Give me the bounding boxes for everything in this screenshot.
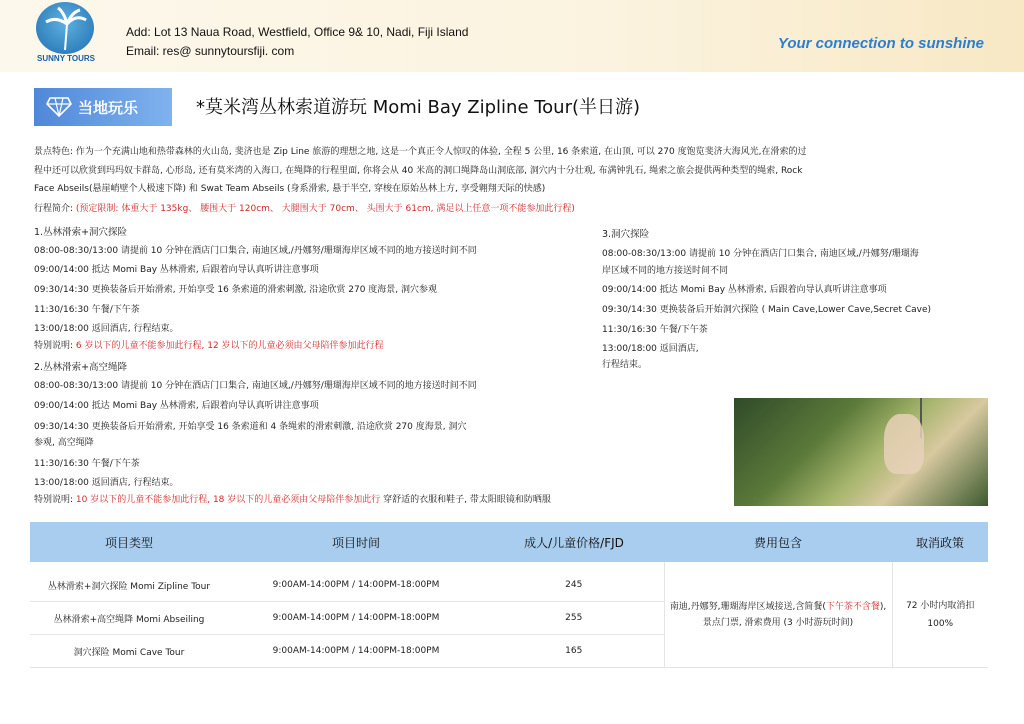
col-header: 项目类型 xyxy=(30,522,228,562)
table-row xyxy=(30,562,988,602)
schedule-line: 11:30/16:30 午餐/下午茶 xyxy=(34,459,140,469)
table-header-row xyxy=(30,522,988,562)
schedule-line: 09:00/14:00 抵达 Momi Bay 丛林滑索, 后跟着向导认真听讲注意事项 xyxy=(34,401,319,411)
schedule-line: 09:00/14:00 抵达 Momi Bay 丛林滑索, 后跟着向导认真听讲注意事项 xyxy=(34,265,319,275)
includes-text-2: ), 景点门票, 滑索费用 (3 小时游玩时间) xyxy=(702,601,887,628)
col-header: 项目时间 xyxy=(228,522,484,562)
company-address: Add: Lot 13 Naua Road, Westfield, Office 9& 10, Nadi, Fiji Island xyxy=(126,25,469,39)
schedule-line: 参观, 高空绳降 xyxy=(34,438,94,448)
note-text: 10 岁以下的儿童不能参加此行程, 18 岁以下的儿童必须由父母陪伴参加此行 xyxy=(75,495,381,505)
schedule-line: 岸区域不同的地方接送时间不同 xyxy=(602,266,729,276)
itinerary-label: 行程简介: xyxy=(34,204,74,214)
tour-type: 丛林滑索+洞穴探险 Momi Zipline Tour xyxy=(30,562,228,602)
diamond-icon xyxy=(46,97,72,117)
page-header xyxy=(0,0,1024,72)
zipline-photo xyxy=(734,398,988,506)
schedule-line: 13:00/18:00 返回酒店, 行程结束。 xyxy=(34,324,179,334)
tour-price: 245 xyxy=(484,562,664,602)
tour-time: 9:00AM-14:00PM / 14:00PM-18:00PM xyxy=(228,562,484,602)
company-slogan: Your connection to sunshine xyxy=(777,35,984,52)
schedule-line: 09:00/14:00 抵达 Momi Bay 丛林滑索, 后跟着向导认真听讲注意事项 xyxy=(602,285,887,295)
note-tail: 穿舒适的衣服和鞋子, 带太阳眼镜和防晒服 xyxy=(383,495,551,505)
intro-line: 景点特色: 作为一个充满山地和热带森林的火山岛, 斐济也是 Zip Line 旅游的理想之地, 这是一个真正令人惊叹的体验, 全程 5 公里, 16 条索道, 在山顶, 可以 270 度饱览斐济大海风光,在滑索的过 xyxy=(34,147,807,157)
tour-price: 255 xyxy=(484,602,664,635)
intro-line: 程中还可以欣赏到玛玛奴卡群岛, 心形岛, 还有莫米湾的入海口, 在绳降的行程里面, 你将会从 40 米高的洞口绳降岛山洞底部, 洞穴内十分壮观, 布满钟乳石, 绳索之旅会提供两种类型的绳索, Rock xyxy=(34,166,803,176)
company-logo xyxy=(34,2,98,66)
section-title: 3.洞穴探险 xyxy=(602,229,650,240)
tour-time: 9:00AM-14:00PM / 14:00PM-18:00PM xyxy=(228,602,484,635)
palm-tree-icon xyxy=(36,2,94,54)
col-header: 取消政策 xyxy=(892,522,988,562)
schedule-line: 行程结束。 xyxy=(602,360,648,370)
price-table xyxy=(30,522,988,668)
tour-type: 洞穴探险 Momi Cave Tour xyxy=(30,635,228,668)
note-label: 特别说明: xyxy=(34,341,74,351)
schedule-line: 09:30/14:30 更换装备后开始洞穴探险 ( Main Cave,Lower Cave,Secret Cave) xyxy=(602,305,932,315)
schedule-line: 13:00/18:00 返回酒店, 行程结束。 xyxy=(34,478,179,488)
schedule-line: 08:00-08:30/13:00 请提前 10 分钟在酒店门口集合, 南迪区域,/丹娜努/珊瑚海岸区域不同的地方接送时间不同 xyxy=(34,381,477,391)
special-note xyxy=(34,491,551,509)
col-header: 成人/儿童价格/FJD xyxy=(484,522,664,562)
schedule-line: 11:30/16:30 午餐/下午茶 xyxy=(34,305,140,315)
itinerary-summary xyxy=(34,200,575,218)
includes-text: 南迪,丹娜努,珊瑚海岸区域接送,含简餐( xyxy=(669,601,826,612)
section-badge xyxy=(34,88,172,126)
zipline-rider xyxy=(884,414,924,474)
logo-text: SUNNY TOURS xyxy=(37,54,95,63)
fee-includes xyxy=(664,562,892,668)
page-title: *莫米湾丛林索道游玩 Momi Bay Zipline Tour(半日游) xyxy=(196,97,641,118)
note-label: 特别说明: xyxy=(34,495,74,505)
tour-time: 9:00AM-14:00PM / 14:00PM-18:00PM xyxy=(228,635,484,668)
section-title: 2.丛林滑索+高空绳降 xyxy=(34,362,128,373)
schedule-line: 08:00-08:30/13:00 请提前 10 分钟在酒店门口集合, 南迪区域,/丹娜努/珊瑚海 xyxy=(602,249,919,259)
col-header: 费用包含 xyxy=(664,522,892,562)
schedule-line: 11:30/16:30 午餐/下午茶 xyxy=(602,325,708,335)
section-title: 1.丛林滑索+洞穴探险 xyxy=(34,227,128,238)
booking-restriction: (预定限制: 体重大于 135kg、 腰围大于 120cm、 大腿围大于 70cm、 头围大于 61cm, 满足以上任意一项不能参加此行程) xyxy=(75,204,575,214)
company-email: Email: res@ sunnytoursfiji. com xyxy=(126,44,295,58)
tour-type: 丛林滑索+高空绳降 Momi Abseiling xyxy=(30,602,228,635)
schedule-line: 09:30/14:30 更换装备后开始滑索, 开始享受 16 条索道和 4 条绳索的滑索刺激, 沿途欣赏 270 度海景, 洞穴 xyxy=(34,422,467,432)
tour-price: 165 xyxy=(484,635,664,668)
cancel-policy xyxy=(892,562,988,668)
schedule-line: 08:00-08:30/13:00 请提前 10 分钟在酒店门口集合, 南迪区域,/丹娜努/珊瑚海岸区域不同的地方接送时间不同 xyxy=(34,246,477,256)
cancel-line: 100% xyxy=(927,618,954,629)
cancel-line: 72 小时内取消扣 xyxy=(906,600,975,611)
includes-excluded: 下午茶不含餐 xyxy=(825,601,880,612)
intro-line: Face Abseils(悬崖峭壁个人极速下降) 和 Swat Team Abseils (身系滑索, 悬于半空, 穿梭在原始丛林上方, 享受翱翔天际的快感) xyxy=(34,184,546,194)
schedule-line: 13:00/18:00 返回酒店, xyxy=(602,344,699,354)
note-text: 6 岁以下的儿童不能参加此行程, 12 岁以下的儿童必须由父母陪伴参加此行程 xyxy=(75,341,384,351)
badge-label: 当地玩乐 xyxy=(78,99,139,117)
schedule-line: 09:30/14:30 更换装备后开始滑索, 开始享受 16 条索道的滑索刺激, 沿途欣赏 270 度海景, 洞穴参观 xyxy=(34,285,438,295)
special-note xyxy=(34,337,384,355)
